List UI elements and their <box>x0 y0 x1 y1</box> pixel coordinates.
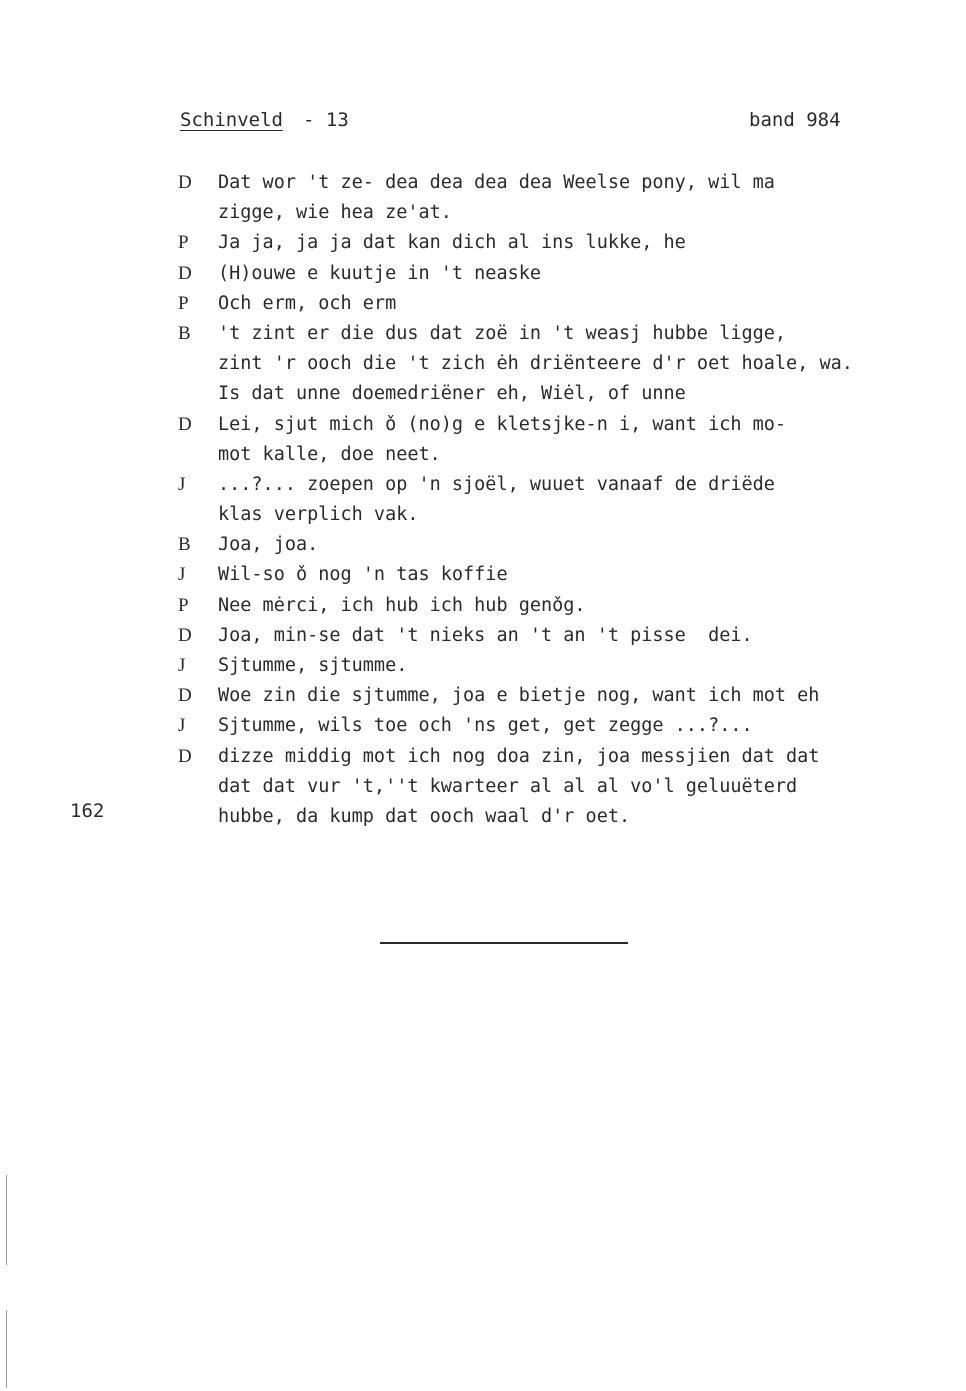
transcript-line <box>178 591 938 621</box>
utterance-text: dat dat vur 't,''t kwarteer al al al vo'l geluuëterd <box>218 775 798 797</box>
speaker-label: D <box>178 745 192 767</box>
utterance-text: Wil-so ǒ nog 'n tas koffie <box>218 564 508 586</box>
transcript-line <box>178 379 938 409</box>
utterance-text: Woe zin die sjtumme, joa e bietje nog, want ich mot eh <box>218 685 820 707</box>
transcript-line <box>178 500 938 530</box>
speaker-label: J <box>178 715 186 737</box>
speaker-label: B <box>178 322 191 344</box>
margin-line-number: 162 <box>70 800 105 822</box>
speaker-label: D <box>178 685 192 707</box>
transcript-line <box>178 228 938 258</box>
speaker-label: J <box>178 655 186 676</box>
scan-edge-mark <box>6 1175 7 1265</box>
utterance-text: Och erm, och erm <box>218 292 397 314</box>
speaker-label: J <box>178 473 186 495</box>
utterance-text: (H)ouwe e kuutje in 't neaske <box>218 262 542 284</box>
transcript-line <box>178 349 938 379</box>
utterance-text: Sjtumme, wils toe och 'ns get, get zegge ...?... <box>218 715 753 737</box>
utterance-text: zigge, wie hea ze'at. <box>218 202 452 224</box>
end-rule <box>380 942 628 944</box>
utterance-text: 't zint er die dus dat zoë in 't weasj hubbe ligge, <box>218 322 787 344</box>
transcript-line <box>178 410 938 440</box>
place-heading: Schinveld <box>180 109 283 131</box>
transcript-line <box>178 289 938 319</box>
speaker-label: B <box>178 534 191 556</box>
transcript-line <box>178 440 938 470</box>
transcript-line <box>178 772 938 802</box>
page-reference: - 13 <box>303 109 349 131</box>
transcript-line <box>178 802 938 832</box>
speaker-label: D <box>178 172 192 193</box>
speaker-label: D <box>178 624 192 646</box>
transcript-line <box>178 259 938 289</box>
utterance-text: Joa, min-se dat 't nieks an 't an 't pisse dei. <box>218 624 753 646</box>
transcript-line <box>178 651 938 681</box>
transcript-line <box>178 742 938 772</box>
utterance-text: Sjtumme, sjtumme. <box>218 655 408 676</box>
utterance-text: mot kalle, doe neet. <box>218 443 441 465</box>
utterance-text: hubbe, da kump dat ooch waal d'r oet. <box>218 805 631 827</box>
scan-edge-mark <box>6 1310 7 1388</box>
utterance-text: Joa, joa. <box>218 534 319 556</box>
utterance-text: Ja ja, ja ja dat kan dich al ins lukke, he <box>218 232 686 254</box>
transcript-line <box>178 621 938 651</box>
speaker-label: D <box>178 413 192 435</box>
transcript-line <box>178 711 938 741</box>
speaker-label: P <box>178 292 189 314</box>
utterance-text: Nee mėrci, ich hub ich hub genǒg. <box>218 594 586 616</box>
transcript-line <box>178 198 938 228</box>
transcript-line <box>178 530 938 560</box>
transcript-line <box>178 470 938 500</box>
transcript-line <box>178 681 938 711</box>
transcript-line <box>178 560 938 590</box>
utterance-text: Is dat unne doemedriëner eh, Wiėl, of unne <box>218 383 686 405</box>
utterance-text: klas verplich vak. <box>218 504 419 526</box>
utterance-text: Lei, sjut mich ǒ (no)g e kletsjke-n i, want ich mo- <box>218 413 787 435</box>
speaker-label: D <box>178 262 192 284</box>
speaker-label: J <box>178 564 186 586</box>
utterance-text: zint 'r ooch die 't zich ėh driënteere d'r oet hoale, wa. <box>218 353 853 375</box>
transcript-line <box>178 319 938 349</box>
utterance-text: Dat wor 't ze- dea dea dea dea Weelse pony, wil ma <box>218 172 775 193</box>
tape-number: band 984 <box>749 109 841 131</box>
transcript-line <box>178 168 938 198</box>
speaker-label: P <box>178 232 189 254</box>
transcript <box>178 168 938 832</box>
utterance-text: dizze middig mot ich nog doa zin, joa messjien dat dat <box>218 745 820 767</box>
utterance-text: ...?... zoepen op 'n sjoël, wuuet vanaaf de driëde <box>218 473 775 495</box>
speaker-label: P <box>178 594 189 616</box>
